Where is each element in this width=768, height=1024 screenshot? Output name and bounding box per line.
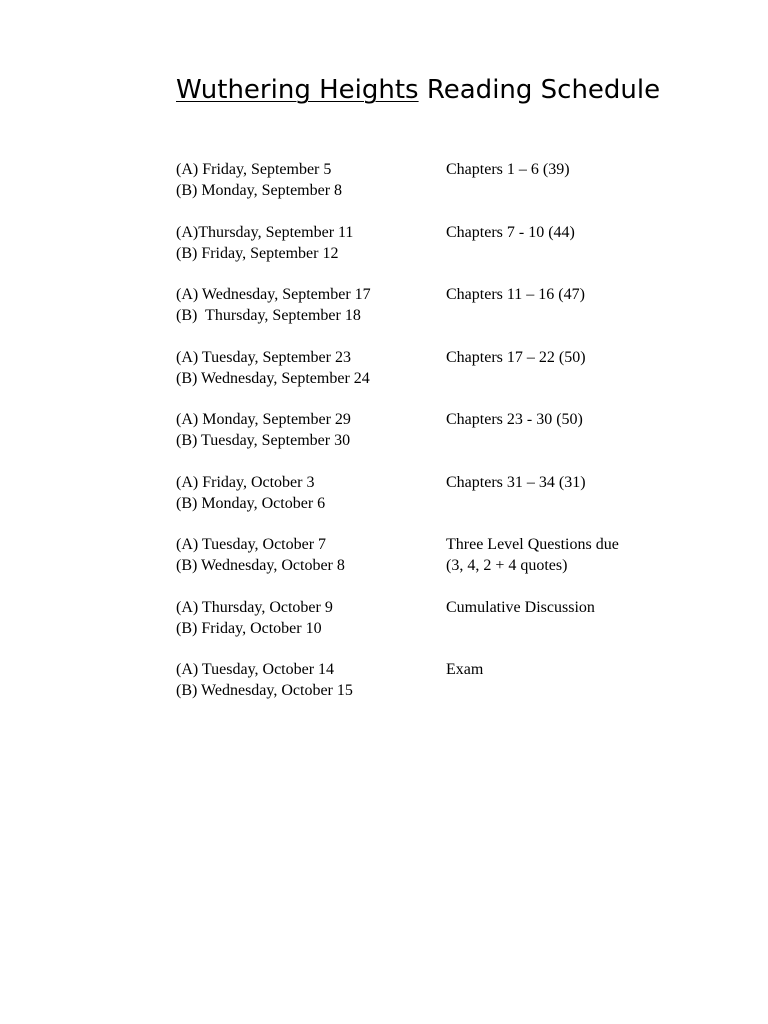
schedule-entry bbox=[176, 347, 696, 410]
a-day-date: (A) Wednesday, September 17 bbox=[176, 286, 371, 303]
assignment: Chapters 1 – 6 (39) bbox=[446, 161, 570, 178]
title-suffix: Reading Schedule bbox=[418, 75, 661, 105]
b-day-date: (B) Monday, October 6 bbox=[176, 494, 326, 512]
a-day-date: (A) Tuesday, October 14 bbox=[176, 661, 335, 678]
assignment-detail bbox=[446, 180, 696, 201]
a-day-date: (A) Friday, October 3 bbox=[176, 473, 315, 491]
schedule-entry bbox=[176, 409, 696, 472]
a-day-date: (A) Tuesday, October 7 bbox=[176, 536, 327, 553]
assignment-detail bbox=[446, 305, 696, 326]
a-day-date: (A) Friday, September 5 bbox=[176, 161, 332, 178]
b-day-date: (B) Wednesday, September 24 bbox=[176, 369, 370, 387]
assignment-detail bbox=[446, 243, 696, 264]
schedule-entry bbox=[176, 159, 696, 222]
assignment: Cumulative Discussion bbox=[446, 598, 595, 616]
assignment: Chapters 23 - 30 (50) bbox=[446, 411, 583, 428]
b-day-date: (B) Tuesday, September 30 bbox=[176, 432, 351, 449]
schedule-entry bbox=[176, 659, 696, 722]
a-day-date: (A) Tuesday, September 23 bbox=[176, 348, 351, 366]
assignment: Chapters 17 – 22 (50) bbox=[446, 348, 586, 366]
book-title: Wuthering Heights bbox=[176, 75, 419, 105]
b-day-date: (B) Wednesday, October 8 bbox=[176, 557, 345, 574]
b-day-date: (B) Monday, September 8 bbox=[176, 182, 343, 199]
schedule-entry bbox=[176, 222, 696, 285]
assignment-detail bbox=[446, 680, 696, 701]
assignment: Chapters 31 – 34 (31) bbox=[446, 473, 586, 491]
assignment-detail bbox=[446, 493, 696, 514]
a-day-date: (A) Monday, September 29 bbox=[176, 411, 351, 428]
assignment: Chapters 7 - 10 (44) bbox=[446, 223, 575, 241]
a-day-date: (A) Thursday, October 9 bbox=[176, 598, 333, 616]
b-day-date: (B) Thursday, September 18 bbox=[176, 307, 361, 324]
assignment-detail: (3, 4, 2 + 4 quotes) bbox=[446, 557, 568, 574]
schedule-entry bbox=[176, 534, 696, 597]
assignment: Chapters 11 – 16 (47) bbox=[446, 286, 585, 303]
schedule-entry bbox=[176, 597, 696, 660]
schedule-entry bbox=[176, 472, 696, 535]
assignment-detail bbox=[446, 368, 696, 389]
assignment-detail bbox=[446, 430, 696, 451]
b-day-date: (B) Wednesday, October 15 bbox=[176, 682, 353, 699]
b-day-date: (B) Friday, September 12 bbox=[176, 244, 339, 262]
assignment-detail bbox=[446, 618, 696, 639]
schedule-entry bbox=[176, 284, 696, 347]
assignment: Three Level Questions due bbox=[446, 536, 619, 553]
reading-schedule bbox=[176, 159, 696, 722]
page-title bbox=[176, 74, 696, 107]
assignment: Exam bbox=[446, 661, 484, 678]
b-day-date: (B) Friday, October 10 bbox=[176, 619, 322, 637]
a-day-date: (A)Thursday, September 11 bbox=[176, 223, 354, 241]
